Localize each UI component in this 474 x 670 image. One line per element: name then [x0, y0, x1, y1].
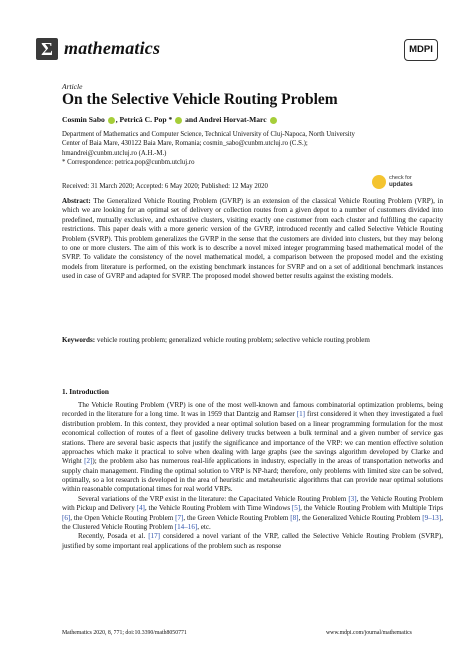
citation-link[interactable]: [7] [175, 513, 184, 522]
updates-line-1: check for [389, 175, 412, 181]
citation-link[interactable]: [14–16] [174, 522, 198, 531]
journal-logo: Σ [36, 38, 58, 60]
text-run: Recently, Posada et al. [78, 532, 149, 541]
paragraph [62, 401, 443, 495]
paragraph [62, 532, 443, 551]
abstract-label: Abstract: [62, 197, 91, 205]
paragraph [62, 495, 443, 533]
updates-line-2: updates [389, 180, 413, 188]
updates-icon [372, 175, 386, 189]
affiliation-line: hmandrei@cunbm.utcluj.ro (A.H.-M.) [62, 149, 167, 157]
keywords-text: vehicle routing problem; generalized vehicle routing problem; selective vehicle routing problem [96, 336, 370, 344]
keywords-label: Keywords: [62, 336, 96, 344]
orcid-icon[interactable] [108, 117, 115, 124]
paper-title: On the Selective Vehicle Routing Problem [62, 91, 338, 108]
text-run: , the Green Vehicle Routing Problem [183, 513, 291, 522]
citation-link[interactable]: [17] [148, 532, 161, 541]
publication-dates: Received: 31 March 2020; Accepted: 6 May 2020; Published: 12 May 2020 [62, 183, 268, 190]
text-run: , the Clustered Vehicle Routing Problem [62, 513, 443, 531]
correspondence: * Correspondence: petrica.pop@cunbm.utcluj.ro [62, 158, 195, 166]
abstract-text: The Generalized Vehicle Routing Problem (GVRP) is an extension of the classical Vehicle Routing Problem (VRP), in which we are looking for an optimal set of delivery or collection routes from a given depot to a number of customers divided into predefined, mutually exclusive, and exhaustive clusters, visiting exactly one customer from each cluster and fulfilling the capacity restrictions. This paper deals with a more generic version of the GVRP, introduced recently and called Selective Vehicle Routing Problem (SVRP). This problem generalizes the GVRP in the sense that the customers are divided into clusters, but they may belong to one or more clusters. The aim of this work is to describe a novel mixed integer programming based mathematical model of the SVRP. To validate the consistency of the novel mathematical model, a comparison between the proposed model and the existing models from literature is performed, on the existing benchmark instances for SVRP and on a set of additional benchmark instances used in case of GVRP and adapted for SVRP. The proposed model showed better results against the existing models. [62, 197, 443, 280]
updates-label [389, 175, 413, 188]
author-list: Cosmin Sabo , Petrică C. Pop * and Andrei Horvat-Marc [62, 115, 278, 124]
check-for-updates-badge[interactable] [372, 172, 444, 192]
text-run: , the Generalized Vehicle Routing Problem [298, 513, 423, 522]
text-run: considered a novel variant of the VRP, called the Selective Vehicle Routing Problem (SVRP), justified by some important real applications of the problem such as response [62, 532, 443, 550]
affiliation-line: Center of Baia Mare, 430122 Baia Mare, Romania; cosmin_sabo@cunbm.utcluj.ro (C.S.); [62, 140, 308, 148]
citation-link[interactable]: [3] [348, 494, 357, 503]
text-run: The Vehicle Routing Problem (VRP) is one of the most well-known and famous combinatorial optimization problems, being recorded in the literature for a long time. It was in 1959 that Dantzig and Ramser [62, 401, 443, 419]
text-run: , etc. [197, 522, 211, 531]
citation-link[interactable]: [5] [291, 504, 301, 513]
orcid-icon[interactable] [175, 117, 182, 124]
citation-link[interactable]: [2] [84, 457, 93, 466]
abstract [62, 197, 443, 281]
text-run: , the Vehicle Routing Problem with Multiple Trips [300, 504, 443, 513]
orcid-icon[interactable] [270, 117, 277, 124]
citation-link[interactable]: [4] [136, 504, 145, 513]
text-run: , the Vehicle Routing Problem with Pickup and Delivery [62, 494, 443, 513]
introduction-body [62, 401, 443, 551]
author-2[interactable]: Petrică C. Pop * [119, 115, 173, 124]
article-type: Article [62, 82, 83, 91]
keywords [62, 336, 443, 345]
footer-url[interactable]: www.mdpi.com/journal/mathematics [326, 630, 412, 636]
footer-citation: Mathematics 2020, 8, 771; doi:10.3390/math8050771 [62, 630, 187, 636]
text-run: , the Vehicle Routing Problem with Time Windows [144, 504, 292, 513]
mdpi-logo-text: MDPI [404, 39, 438, 61]
mdpi-logo [404, 39, 438, 61]
text-run: first considered it when they investigated a fuel distribution problem. In this context, they provided a near optimal solution based on a linear programming formulation for the most economical collection of routes of a fleet of gasoline delivery trucks between a bulk terminal and a given number of service gas stations. There are several basic aspects that justify the significance and importance of the VRP: we can mention effective solution approaches which make it practical to solve when dealing with large graphs (see the savings algorithm developed by Clarke and Wright [62, 410, 443, 466]
citation-link[interactable]: [8] [290, 513, 299, 522]
citation-link[interactable]: [9–13] [422, 513, 442, 522]
affiliation-line: Department of Mathematics and Computer Science, Technical University of Cluj-Napoca, North University [62, 131, 355, 138]
text-run: ); the problem also has numerous real-life applications in industry, especially in the areas of transportation networks and supply chain management. Finding the optimal solution to VRP is NP-hard; therefore, only problems with limited size can be solved, optimally, so a lot research is developed in the area of heuristic and metaheuristic algorithms that can provide near optimal solutions within reasonable computational times for real world VRPs. [62, 457, 443, 494]
journal-name: mathematics [64, 38, 161, 58]
citation-link[interactable]: [1] [296, 410, 306, 419]
author-1[interactable]: Cosmin Sabo [62, 115, 105, 124]
author-3[interactable]: and Andrei Horvat-Marc [185, 115, 267, 124]
affiliation [62, 130, 442, 167]
section-heading: 1. Introduction [62, 387, 109, 396]
text-run: , the Open Vehicle Routing Problem [70, 513, 176, 522]
text-run: Several variations of the VRP exist in the literature: the Capacitated Vehicle Routing Problem [78, 494, 349, 503]
citation-link[interactable]: [6] [62, 513, 71, 522]
